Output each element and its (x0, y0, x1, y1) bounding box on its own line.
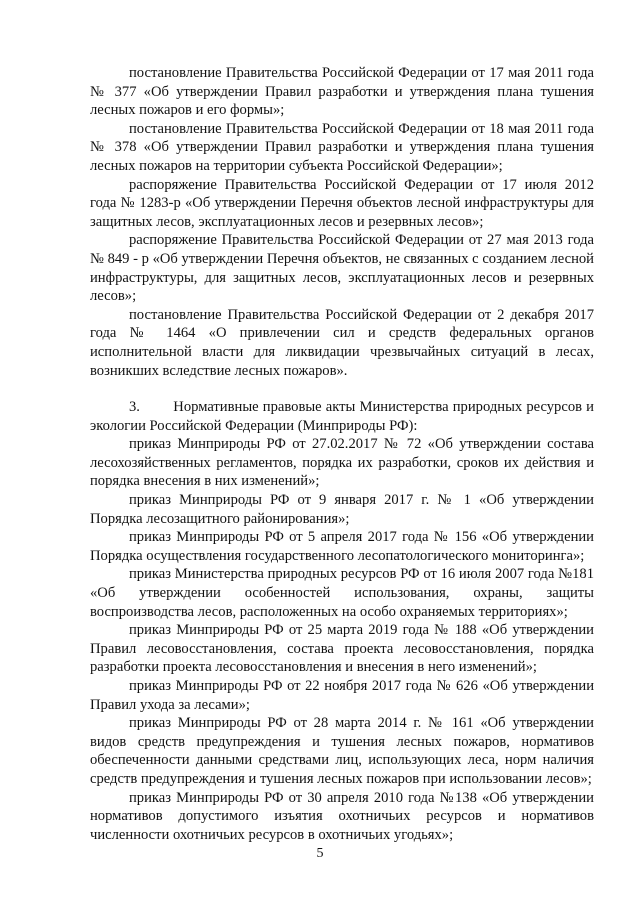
paragraph-decree-377: постановление Правительства Российской Федерации от 17 мая 2011 года № 377 «Об утверждении Правил разработки и утверждения плана тушения лесных пожаров и его формы»; (90, 65, 594, 119)
paragraph-order-161: приказ Минприроды РФ от 28 марта 2014 г. № 161 «Об утверждении видов средств предупреждения и тушения лесных пожаров, нормативов обеспеченности данными средствами лиц, использующих леса, норм наличия средств предупреждения и тушения лесных пожаров при использовании лесов»; (90, 715, 594, 787)
paragraph-order-626: приказ Минприроды РФ от 22 ноября 2017 года № 626 «Об утверждении Правил ухода за лесами»; (90, 678, 594, 713)
page-number: 5 (316, 846, 324, 861)
document-body (90, 64, 598, 844)
paragraph-order-72: приказ Минприроды РФ от 27.02.2017 № 72 «Об утверждении состава лесохозяйственных регламентов, порядка их разработки, сроков их действия и порядка внесения в них изменений»; (90, 436, 594, 490)
section-heading-3: 3. Нормативные правовые акты Министерства природных ресурсов и экологии Российской Федерации (Минприроды РФ): (90, 399, 598, 434)
paragraph-order-849: распоряжение Правительства Российской Федерации от 27 мая 2013 года № 849 - р «Об утверждении Перечня объектов, не связанных с созданием лесной инфраструктуры, для защитных лесов, эксплуатационных лесов и резервных лесов»; (90, 232, 594, 305)
paragraph-decree-1464: постановление Правительства Российской Федерации от 2 декабря 2017 года № 1464 «О привлечении сил и средств федеральных органов исполнительной власти для ликвидации чрезвычайных ситуаций в лесах, возникших вследствие лесных пожаров». (90, 306, 594, 379)
paragraph-order-1: приказ Минприроды РФ от 9 января 2017 г. № 1 «Об утверждении Порядка лесозащитного районирования»; (90, 492, 594, 527)
paragraph-order-1283: распоряжение Правительства Российской Федерации от 17 июля 2012 года № 1283-р «Об утверждении Перечня объектов лесной инфраструктуры для защитных лесов, эксплуатационных лесов и резервных лесов»; (90, 176, 594, 230)
paragraph-order-188: приказ Минприроды РФ от 25 марта 2019 года № 188 «Об утверждении Правил лесовосстановления, состава проекта лесовосстановления, порядка разработки проекта лесовосстановления и внесения в него изменений»; (90, 622, 594, 676)
paragraph-order-138: приказ Минприроды РФ от 30 апреля 2010 года №138 «Об утверждении нормативов допустимого изъятия охотничьих ресурсов и нормативов численности охотничьих ресурсов в охотничьих угодьях»; (90, 789, 594, 843)
paragraph-order-156: приказ Минприроды РФ от 5 апреля 2017 года № 156 «Об утверждении Порядка осуществления государственного лесопатологического мониторинга»; (90, 529, 594, 564)
paragraph-order-181: приказ Министерства природных ресурсов РФ от 16 июля 2007 года №181 «Об утверждении особенностей использования, охраны, защиты воспроизводства лесов, расположенных на особо охраняемых территориях»; (90, 566, 594, 620)
paragraph-decree-378: постановление Правительства Российской Федерации от 18 мая 2011 года № 378 «Об утверждении Правил разработки и утверждения плана тушения лесных пожаров на территории субъекта Российской Федерации»; (90, 120, 594, 174)
